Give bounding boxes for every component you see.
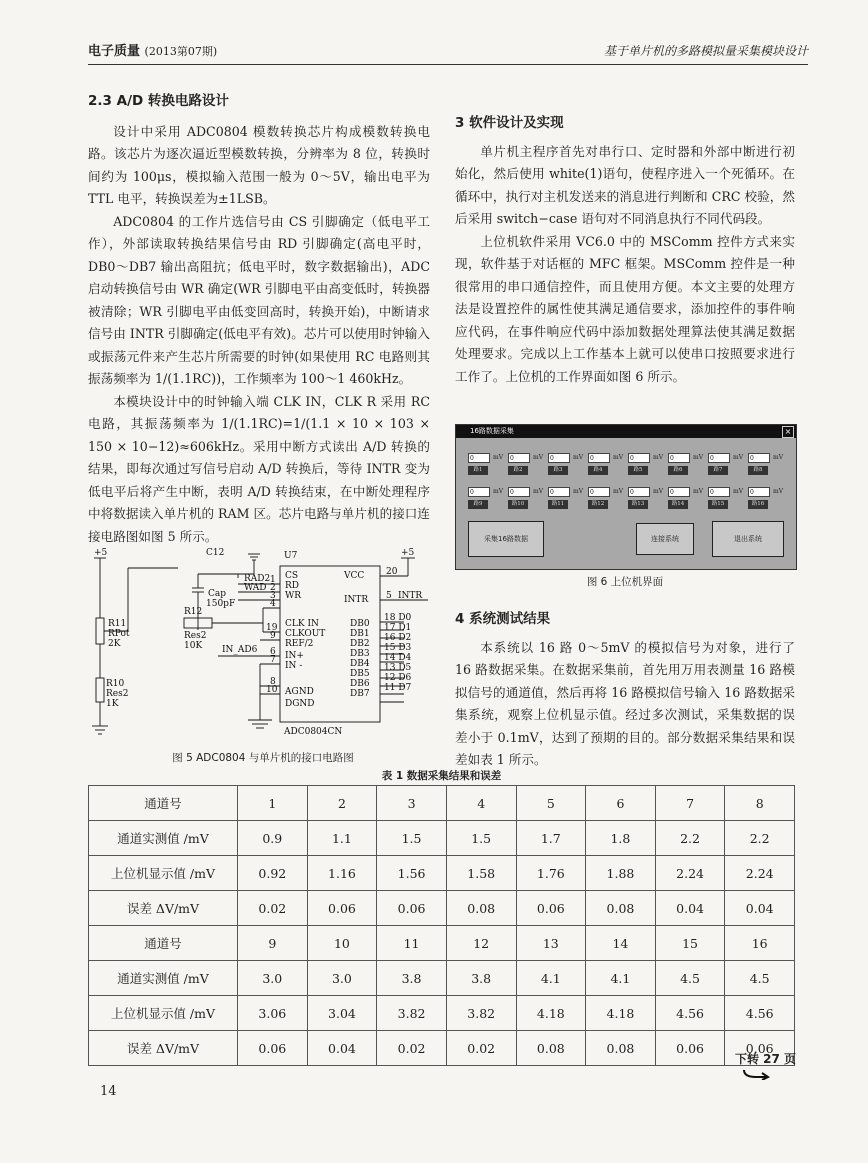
table-cell: 4.5 xyxy=(655,961,725,996)
table-cell: 1.7 xyxy=(516,821,586,856)
channel-cell xyxy=(588,487,625,513)
window-title: 16路数据采集 xyxy=(470,427,514,435)
channel-unit: mV xyxy=(533,454,544,461)
channel-cell xyxy=(748,487,785,513)
channel-unit: mV xyxy=(533,488,544,495)
channel-value-field[interactable]: 0 xyxy=(748,487,770,497)
table-cell: 12 xyxy=(446,926,516,961)
channel-unit: mV xyxy=(573,488,584,495)
in-ad6-net: IN_AD6 xyxy=(222,645,258,655)
channel-unit: mV xyxy=(773,454,784,461)
channel-cell xyxy=(508,453,545,479)
table-cell: 3.04 xyxy=(307,996,377,1031)
channel-label: 路13 xyxy=(628,500,648,509)
wad-net: WAD xyxy=(244,583,267,593)
channel-unit: mV xyxy=(653,454,664,461)
table-cell: 5 xyxy=(516,786,586,821)
r12-value: 10K xyxy=(184,641,203,651)
channel-label: 路1 xyxy=(468,466,488,475)
table-cell: 1.88 xyxy=(586,856,656,891)
table-cell: 4.56 xyxy=(725,996,795,1031)
agnd-pin: AGND xyxy=(285,687,314,697)
table-cell: 2.24 xyxy=(725,856,795,891)
row-header-cell: 通道实测值 /mV xyxy=(89,961,238,996)
table-cell: 0.06 xyxy=(238,1031,308,1066)
table-cell: 0.08 xyxy=(586,891,656,926)
sec23-paragraph-3: 本模块设计中的时钟输入端 CLK IN，CLK R 采用 RC 电路，其振荡频率为 1/(1.1RC)=1/(1.1 × 10 × 103 × 150 × 10−12)≈606kHz。采用中断方式读出 A/D 转换的结果，即每次通过写信号启动 A/D 转换后，等待 INTR 变为低电平后将产生中断，表明 A/D 转换结束，在中断处理程序中将数据读入单片机的 RAM 区。芯片电路与单片机的接口连接电路图如图 5 所示。 xyxy=(88,393,430,544)
d3-net: 15 D3 xyxy=(384,643,412,653)
d1-net: 17 D1 xyxy=(384,623,412,633)
page-header xyxy=(88,40,808,65)
channel-cell xyxy=(508,487,545,513)
table-cell: 16 xyxy=(725,926,795,961)
r12-type: Res2 xyxy=(184,631,207,641)
db0-pin: DB0 xyxy=(350,619,370,629)
plus5-left-label: +5 xyxy=(94,548,108,558)
table-cell: 4.1 xyxy=(516,961,586,996)
channel-label: 路15 xyxy=(708,500,728,509)
pin20-label: 20 xyxy=(386,567,398,577)
table-row xyxy=(89,786,795,821)
intr-pin: INTR xyxy=(344,595,369,605)
channel-unit: mV xyxy=(653,488,664,495)
cap-value: 150pF xyxy=(206,599,236,609)
table-cell: 3.8 xyxy=(446,961,516,996)
channel-unit: mV xyxy=(693,488,704,495)
adc0804-circuit-diagram xyxy=(88,548,438,743)
table-1-caption: 表 1 数据采集结果和误差 xyxy=(381,770,502,782)
pin8: 8 xyxy=(270,677,276,687)
channel-value-field[interactable]: 0 xyxy=(548,487,570,497)
channel-value-field[interactable]: 0 xyxy=(468,487,490,497)
sec23-paragraph-2: ADC0804 的工作片选信号由 CS 引脚确定（低电平工作），外部读取转换结果信号由 RD 引脚确定(高电平时，DB0～DB7 输出高阻抗；低电平时，数字数据输出)，ADC 启动转换信号由 WR 确定(WR 引脚电平由高变低时，转换器被清除；WR 引脚电平由低变回高时，转换开始)，中断请求信号由 INTR 引脚确定(低电平有效)。芯片可以使用时钟输入或振荡元件来产生芯片所需要的时钟(如果使用 RC 电路则其振荡频率为 1/(1.1RC))，工作频率为 100～1 460kHz。 xyxy=(88,213,430,386)
channel-cell xyxy=(468,487,505,513)
channel-unit: mV xyxy=(493,454,504,461)
row-header-cell: 上位机显示值 /mV xyxy=(89,996,238,1031)
close-icon[interactable]: × xyxy=(782,426,794,438)
table-cell: 0.06 xyxy=(307,891,377,926)
table-cell: 1.56 xyxy=(377,856,447,891)
table-row xyxy=(89,1031,795,1066)
table-row xyxy=(89,821,795,856)
running-title: 基于单片机的多路模拟量采集模块设计 xyxy=(603,44,808,58)
channel-value-field[interactable]: 0 xyxy=(548,453,570,463)
table-cell: 1.8 xyxy=(586,821,656,856)
table-cell: 0.02 xyxy=(446,1031,516,1066)
table-cell: 4.18 xyxy=(586,996,656,1031)
table-cell: 0.08 xyxy=(516,1031,586,1066)
table-cell: 4.1 xyxy=(586,961,656,996)
table-cell: 10 xyxy=(307,926,377,961)
table-cell: 3.0 xyxy=(307,961,377,996)
clkout-pin: CLKOUT xyxy=(285,629,326,639)
table-cell: 0.04 xyxy=(725,891,795,926)
table-cell: 6 xyxy=(586,786,656,821)
table-row xyxy=(89,996,795,1031)
channel-cell xyxy=(548,487,585,513)
table-cell: 4.18 xyxy=(516,996,586,1031)
db1-pin: DB1 xyxy=(350,629,370,639)
channel-label: 路3 xyxy=(548,466,568,475)
pin1: 1 xyxy=(270,575,276,585)
channel-cell xyxy=(588,453,625,479)
c12-label: C12 xyxy=(206,548,225,558)
table-cell: 1.76 xyxy=(516,856,586,891)
row-header-cell: 通道号 xyxy=(89,786,238,821)
plus5-right-label: +5 xyxy=(401,548,415,558)
table-cell: 7 xyxy=(655,786,725,821)
table-cell: 4 xyxy=(446,786,516,821)
db3-pin: DB3 xyxy=(350,649,370,659)
table-cell: 2.2 xyxy=(725,821,795,856)
pin2: 2 xyxy=(270,583,276,593)
table-cell: 1 xyxy=(238,786,308,821)
d0-net: 18 D0 xyxy=(384,613,412,623)
vcc-pin: VCC xyxy=(344,571,365,581)
continued-note: 下转 27 页 xyxy=(735,1052,797,1066)
table-cell: 4.5 xyxy=(725,961,795,996)
d5-net: 13 D5 xyxy=(384,663,412,673)
table-cell: 14 xyxy=(586,926,656,961)
table-cell: 4.56 xyxy=(655,996,725,1031)
dgnd-pin: DGND xyxy=(285,699,315,709)
sec4-paragraph-1: 本系统以 16 路 0～5mV 的模拟信号为对象，进行了 16 路数据采集。在数据采集前，首先用万用表测量 16 路模拟信号的通道值，然后再将 16 路模拟信号输入 16 路数据采集系统，观察上位机显示值。经过多次测试，采集数据的误差小于 0.1mV，达到了预期的目的。部分数据采集结果和误差如表 1 所示。 xyxy=(455,639,795,767)
table-cell: 9 xyxy=(238,926,308,961)
pin19: 19 xyxy=(266,623,278,633)
channel-cell xyxy=(468,453,505,479)
channel-cell xyxy=(628,453,665,479)
section-2-3-title: 2.3 A/D 转换电路设计 xyxy=(88,93,229,109)
r11-value: 2K xyxy=(108,639,121,649)
channel-value-field[interactable]: 0 xyxy=(668,487,690,497)
continue-arrow-icon xyxy=(742,1066,772,1080)
table-cell: 3.82 xyxy=(377,996,447,1031)
issue-label: (2013第07期) xyxy=(144,45,218,58)
db7-pin: DB7 xyxy=(350,689,370,699)
table-row xyxy=(89,961,795,996)
db6-pin: DB6 xyxy=(350,679,370,689)
channel-unit: mV xyxy=(773,488,784,495)
channel-unit: mV xyxy=(733,488,744,495)
clkin-pin: CLK IN xyxy=(285,619,319,629)
intr-net: INTR xyxy=(398,591,423,601)
channel-unit: mV xyxy=(733,454,744,461)
cs-pin: CS xyxy=(285,571,299,581)
channel-cell xyxy=(708,453,745,479)
channel-label: 路11 xyxy=(548,500,568,509)
sec23-paragraph-1: 设计中采用 ADC0804 模数转换芯片构成模数转换电路。该芯片为逐次逼近型模数转换，分辨率为 8 位，转换时间约为 100μs，模拟输入范围一般为 0～5V，输出电平为 TTL 电平，转换误差为±1LSB。 xyxy=(88,123,430,206)
channel-label: 路8 xyxy=(748,466,768,475)
row-header-cell: 误差 ΔV/mV xyxy=(89,1031,238,1066)
channel-label: 路7 xyxy=(708,466,728,475)
table-cell: 0.08 xyxy=(446,891,516,926)
table-cell: 2.2 xyxy=(655,821,725,856)
right-column-top xyxy=(455,112,795,388)
figure-6-caption: 图 6 上位机界面 xyxy=(586,576,664,588)
table-cell: 15 xyxy=(655,926,725,961)
pin4: 4 xyxy=(270,599,276,609)
section-3-title: 3 软件设计及实现 xyxy=(455,115,564,131)
channel-label: 路12 xyxy=(588,500,608,509)
section-4-title: 4 系统测试结果 xyxy=(455,611,551,627)
d6-net: 12 D6 xyxy=(384,673,412,683)
channel-label: 路14 xyxy=(668,500,688,509)
r11-label: R11 xyxy=(108,619,127,629)
pin10: 10 xyxy=(266,685,278,695)
d4-net: 14 D4 xyxy=(384,653,412,663)
table-cell: 0.06 xyxy=(377,891,447,926)
channel-cell xyxy=(668,487,705,513)
channel-value-field[interactable]: 0 xyxy=(588,453,610,463)
row-header-cell: 误差 ΔV/mV xyxy=(89,891,238,926)
table-cell: 1.16 xyxy=(307,856,377,891)
table-cell: 3.06 xyxy=(238,996,308,1031)
table-cell: 0.06 xyxy=(516,891,586,926)
data-table xyxy=(88,785,795,1066)
table-cell: 11 xyxy=(377,926,447,961)
pin3: 3 xyxy=(270,591,276,601)
channel-cell xyxy=(748,453,785,479)
channel-value-field[interactable]: 0 xyxy=(668,453,690,463)
right-column-bottom xyxy=(455,608,795,772)
row-header-cell: 通道实测值 /mV xyxy=(89,821,238,856)
wr-pin: WR xyxy=(285,591,302,601)
channel-cell xyxy=(708,487,745,513)
table-cell: 0.06 xyxy=(655,1031,725,1066)
figure-5-caption: 图 5 ADC0804 与单片机的接口电路图 xyxy=(172,752,354,764)
db2-pin: DB2 xyxy=(350,639,370,649)
row-header-cell: 通道号 xyxy=(89,926,238,961)
exit-system-button[interactable]: 退出系统 xyxy=(712,521,784,557)
channel-value-field[interactable]: 0 xyxy=(628,487,650,497)
cap-label: Cap xyxy=(208,589,227,599)
table-cell: 0.06 xyxy=(725,1031,795,1066)
channel-label: 路5 xyxy=(628,466,648,475)
table-row xyxy=(89,926,795,961)
table-cell: 1.1 xyxy=(307,821,377,856)
table-cell: 0.9 xyxy=(238,821,308,856)
channel-label: 路9 xyxy=(468,500,488,509)
pin7: 7 xyxy=(270,655,276,665)
table-cell: 1.5 xyxy=(377,821,447,856)
d2-net: 16 D2 xyxy=(384,633,412,643)
channel-cell xyxy=(668,453,705,479)
pin9: 9 xyxy=(270,631,276,641)
channel-label: 路16 xyxy=(748,500,768,509)
table-cell: 0.08 xyxy=(586,1031,656,1066)
channel-unit: mV xyxy=(493,488,504,495)
channel-label: 路2 xyxy=(508,466,528,475)
channel-label: 路4 xyxy=(588,466,608,475)
channel-cell xyxy=(628,487,665,513)
channel-value-field[interactable]: 0 xyxy=(508,453,530,463)
u7-label: U7 xyxy=(284,551,298,561)
rpot-label: RPot xyxy=(108,629,130,639)
window-titlebar xyxy=(456,425,796,438)
channel-unit: mV xyxy=(613,454,624,461)
channel-unit: mV xyxy=(573,454,584,461)
host-software-window xyxy=(455,424,797,570)
channel-value-field[interactable]: 0 xyxy=(468,453,490,463)
channel-row-2 xyxy=(468,487,785,513)
table-cell: 1.5 xyxy=(446,821,516,856)
pin6: 6 xyxy=(270,647,276,657)
table-cell: 1.58 xyxy=(446,856,516,891)
channel-value-field[interactable]: 0 xyxy=(708,453,730,463)
inminus-pin: IN - xyxy=(285,661,303,671)
table-row xyxy=(89,891,795,926)
table-cell: 8 xyxy=(725,786,795,821)
inplus-pin: IN+ xyxy=(285,651,304,661)
page-number: 14 xyxy=(100,1084,117,1099)
collect-16-button[interactable]: 采集16路数据 xyxy=(468,521,544,557)
row-header-cell: 上位机显示值 /mV xyxy=(89,856,238,891)
channel-value-field[interactable]: 0 xyxy=(508,487,530,497)
journal-name: 电子质量 (2013第07期) xyxy=(88,44,218,59)
r10-value: 1K xyxy=(106,699,119,709)
table-cell: 0.92 xyxy=(238,856,308,891)
table-cell: 13 xyxy=(516,926,586,961)
r12-label: R12 xyxy=(184,607,203,617)
rd-pin: RD xyxy=(285,581,299,591)
r10-label: R10 xyxy=(106,679,125,689)
table-row xyxy=(89,856,795,891)
sec3-paragraph-2: 上位机软件采用 VC6.0 中的 MSComm 控件方式来实现，软件基于对话框的 MFC 框架。MSComm 控件是一种很常用的串口通信控件，而且使用方便。本文主要的处理方法是设置控件的属性使其满足通信要求，添加控件的事件响应代码，在事件响应代码中添加数据处理算法使其满足数据处理要求。完成以上工作基本上就可以使串口按照要求进行工作了。上位机的工作界面如图 6 所示。 xyxy=(455,233,795,384)
table-cell: 2 xyxy=(307,786,377,821)
r10-type: Res2 xyxy=(106,689,129,699)
connect-system-button[interactable]: 连接系统 xyxy=(636,523,694,555)
table-cell: 0.04 xyxy=(655,891,725,926)
table-cell: 3.0 xyxy=(238,961,308,996)
channel-label: 路6 xyxy=(668,466,688,475)
table-cell: 2.24 xyxy=(655,856,725,891)
table-cell: 3.8 xyxy=(377,961,447,996)
left-column xyxy=(88,90,430,548)
channel-row-1 xyxy=(468,453,785,479)
sec3-paragraph-1: 单片机主程序首先对串行口、定时器和外部中断进行初始化，然后使用 white(1)语句，使程序进入一个死循环。在循环中，执行对主机发送来的消息进行判断和 CRC 校验，然后采用 switch−case 语句对不同消息执行不同代码段。 xyxy=(455,143,795,226)
channel-value-field[interactable]: 0 xyxy=(708,487,730,497)
table-cell: 0.02 xyxy=(238,891,308,926)
chip-name: ADC0804CN xyxy=(284,727,343,737)
table-cell: 3 xyxy=(377,786,447,821)
channel-label: 路10 xyxy=(508,500,528,509)
d7-net: 11 D7 xyxy=(384,683,412,693)
db4-pin: DB4 xyxy=(350,659,370,669)
channel-unit: mV xyxy=(613,488,624,495)
ref2-pin: REF/2 xyxy=(285,639,314,649)
rad2-net: RAD2 xyxy=(244,574,271,584)
channel-cell xyxy=(548,453,585,479)
table-cell: 0.02 xyxy=(377,1031,447,1066)
pin5: 5 xyxy=(386,591,392,601)
table-cell: 0.04 xyxy=(307,1031,377,1066)
db5-pin: DB5 xyxy=(350,669,370,679)
channel-value-field[interactable]: 0 xyxy=(588,487,610,497)
channel-unit: mV xyxy=(693,454,704,461)
channel-value-field[interactable]: 0 xyxy=(748,453,770,463)
table-cell: 3.82 xyxy=(446,996,516,1031)
channel-value-field[interactable]: 0 xyxy=(628,453,650,463)
